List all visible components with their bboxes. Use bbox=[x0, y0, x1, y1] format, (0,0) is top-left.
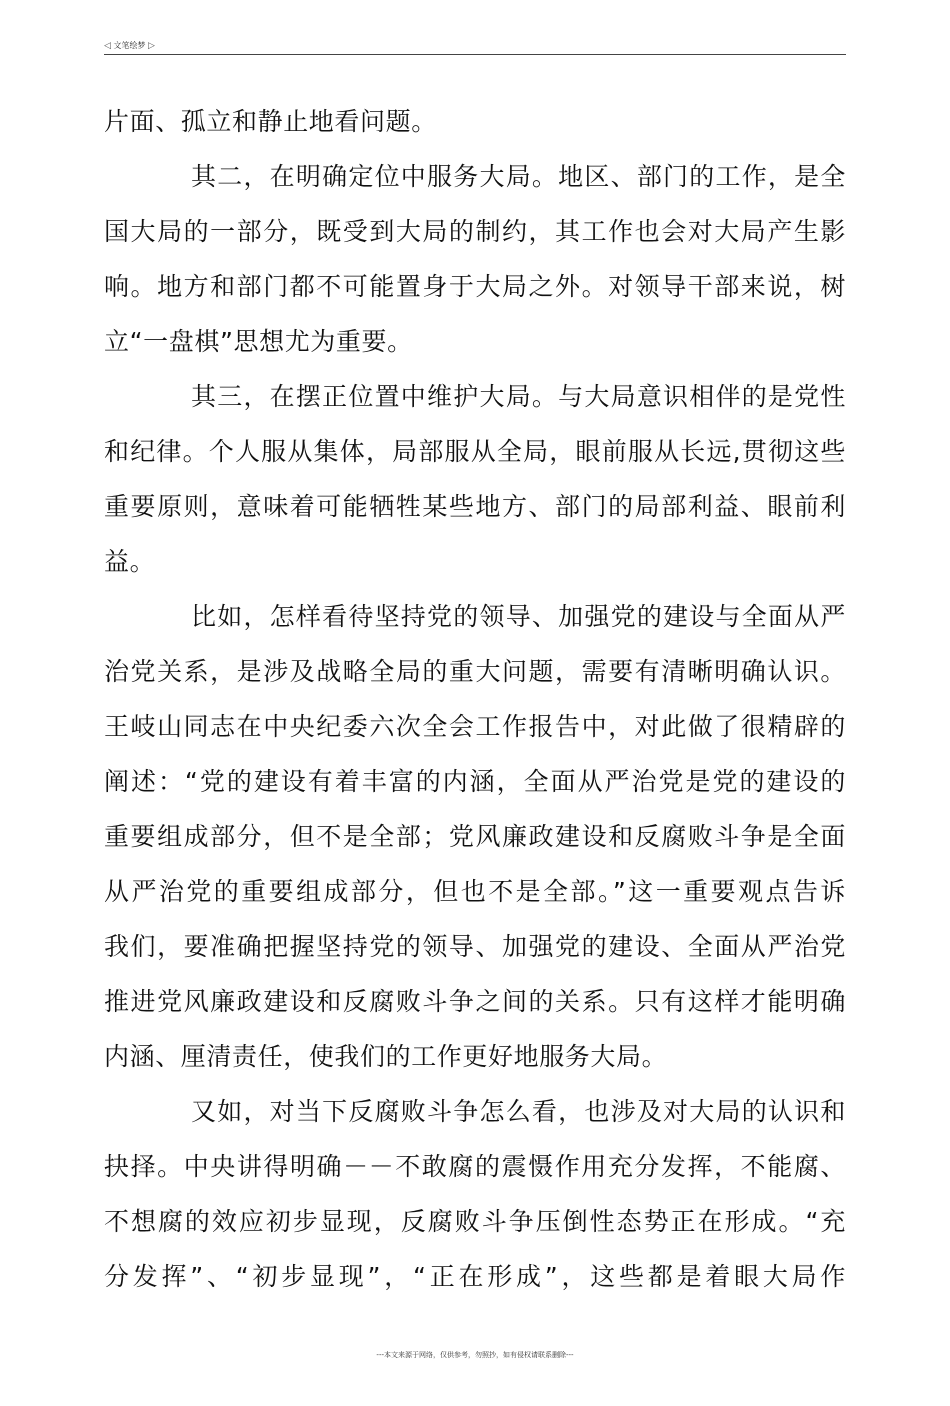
text-line: 响。地方和部门都不可能置身于大局之外。对领导干部来说，树 bbox=[104, 272, 846, 301]
left-triangle-icon: ◁ bbox=[104, 41, 111, 51]
text-line: 其二，在明确定位中服务大局。地区、部门的工作，是全 bbox=[191, 162, 846, 191]
page-footer: ---本文来源于网络，仅供参考，勿照抄，如有侵权请联系删除--- bbox=[376, 1351, 574, 1359]
text-line: 益。 bbox=[104, 547, 156, 576]
text-line: 和纪律。个人服从集体，局部服从全局，眼前服从长远,贯彻这些 bbox=[104, 437, 846, 466]
text-line: 我们，要准确把握坚持党的领导、加强党的建设、全面从严治党 bbox=[104, 932, 846, 961]
text-line: 推进党风廉政建设和反腐败斗争之间的关系。只有这样才能明确 bbox=[104, 987, 846, 1016]
text-line: 重要组成部分，但不是全部；党风廉政建设和反腐败斗争是全面 bbox=[104, 822, 846, 851]
text-line: 分发挥”、“初步显现”，“正在形成”，这些都是着眼大局作 bbox=[104, 1262, 846, 1291]
right-triangle-icon: ▷ bbox=[148, 41, 155, 51]
text-line: 内涵、厘清责任，使我们的工作更好地服务大局。 bbox=[104, 1042, 668, 1071]
text-line: 从严治党的重要组成部分，但也不是全部。”这一重要观点告诉 bbox=[104, 877, 846, 906]
text-line: 抉择。中央讲得明确－－不敢腐的震慑作用充分发挥，不能腐、 bbox=[104, 1152, 846, 1181]
document-body bbox=[104, 94, 846, 1304]
text-line: 又如，对当下反腐败斗争怎么看，也涉及对大局的认识和 bbox=[191, 1097, 846, 1126]
text-line: 国大局的一部分，既受到大局的制约，其工作也会对大局产生影 bbox=[104, 217, 846, 246]
text-line: 阐述：“党的建设有着丰富的内涵，全面从严治党是党的建设的 bbox=[104, 767, 846, 796]
text-line: 其三，在摆正位置中维护大局。与大局意识相伴的是党性 bbox=[191, 382, 846, 411]
text-line: 片面、孤立和静止地看问题。 bbox=[104, 107, 437, 136]
text-line: 立“一盘棋”思想尤为重要。 bbox=[104, 327, 413, 356]
page-header bbox=[104, 40, 846, 52]
text-line: 比如，怎样看待坚持党的领导、加强党的建设与全面从严 bbox=[191, 602, 846, 631]
text-line: 治党关系，是涉及战略全局的重大问题，需要有清晰明确认识。 bbox=[104, 657, 846, 686]
text-line: 王岐山同志在中央纪委六次全会工作报告中，对此做了很精辟的 bbox=[104, 712, 846, 741]
header-title: 文笔绘梦 bbox=[113, 41, 146, 50]
text-line: 重要原则，意味着可能牺牲某些地方、部门的局部利益、眼前利 bbox=[104, 492, 846, 521]
text-line: 不想腐的效应初步显现，反腐败斗争压倒性态势正在形成。“充 bbox=[104, 1207, 846, 1236]
header-divider bbox=[104, 54, 846, 55]
